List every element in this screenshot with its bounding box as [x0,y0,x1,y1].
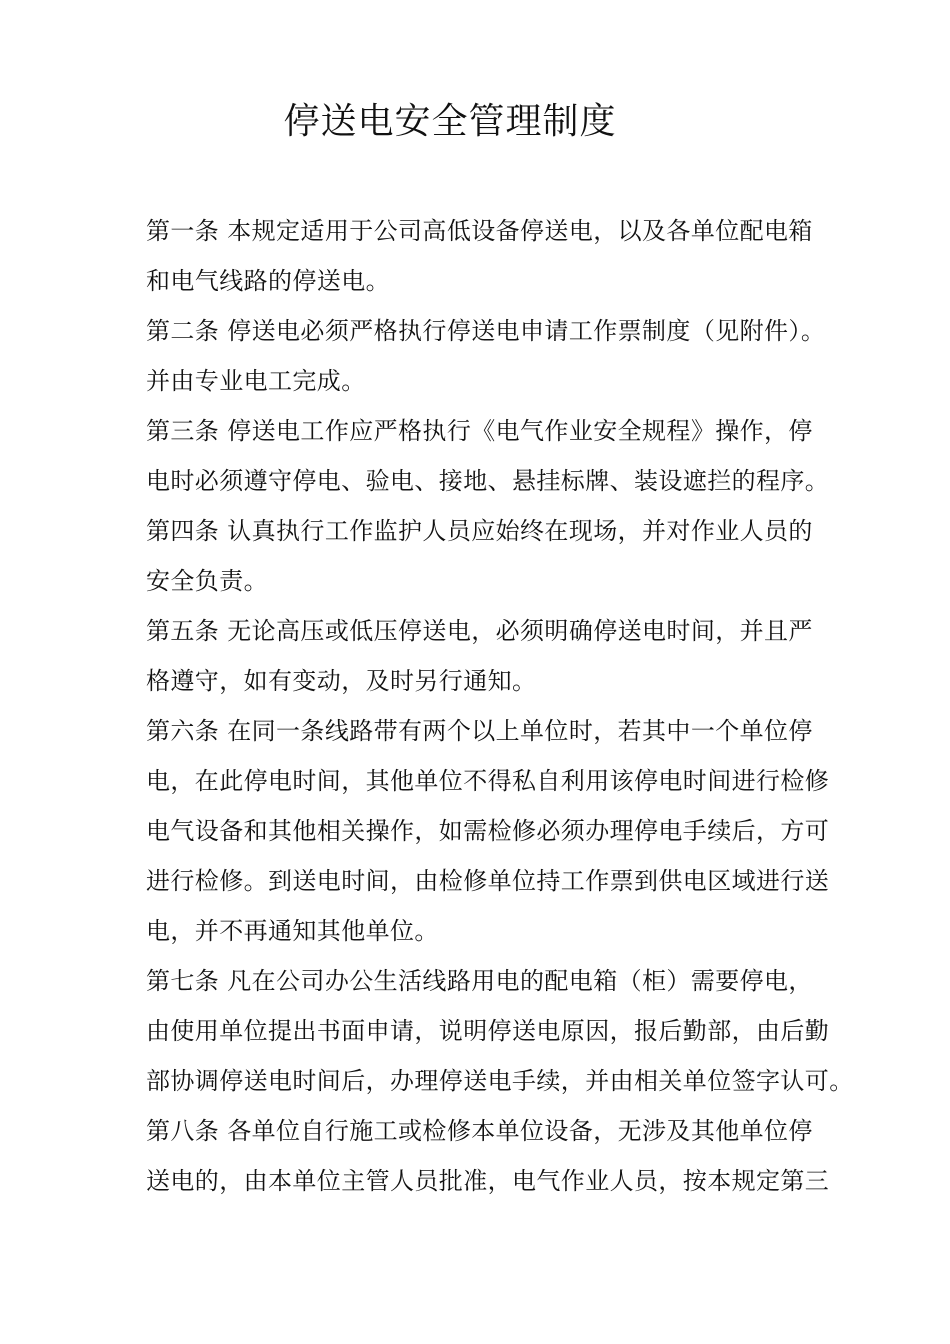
body-line: 电时必须遵守停电、验电、接地、悬挂标牌、装设遮拦的程序。 [146,467,830,495]
body-line: 送电的，由本单位主管人员批准，电气作业人员，按本规定第三 [146,1167,830,1195]
body-line: 并由专业电工完成。 [146,367,366,395]
body-line: 安全负责。 [146,567,268,595]
body-line: 第三条 停送电工作应严格执行《电气作业安全规程》操作，停 [146,417,813,445]
body-line: 第八条 各单位自行施工或检修本单位设备，无涉及其他单位停 [146,1117,813,1145]
body-line: 格遵守，如有变动，及时另行通知。 [146,667,537,695]
body-line: 部协调停送电时间后，办理停送电手续，并由相关单位签字认可。 [146,1067,854,1095]
body-line: 由使用单位提出书面申请，说明停送电原因，报后勤部，由后勤 [146,1017,830,1045]
body-line: 第六条 在同一条线路带有两个以上单位时，若其中一个单位停 [146,717,813,745]
body-line: 电，在此停电时间，其他单位不得私自利用该停电时间进行检修 [146,767,830,795]
document-body [146,206,854,1206]
body-line: 和电气线路的停送电。 [146,267,390,295]
body-line: 第四条 认真执行工作监护人员应始终在现场，并对作业人员的 [146,517,813,545]
body-line: 第七条 凡在公司办公生活线路用电的配电箱（柜）需要停电， [146,967,813,995]
body-line: 电气设备和其他相关操作，如需检修必须办理停电手续后，方可 [146,817,830,845]
body-line: 进行检修。到送电时间，由检修单位持工作票到供电区域进行送 [146,867,830,895]
body-line: 第二条 停送电必须严格执行停送电申请工作票制度（见附件）。 [146,317,826,345]
body-line: 第五条 无论高压或低压停送电，必须明确停送电时间，并且严 [146,617,813,645]
body-line: 电，并不再通知其他单位。 [146,917,439,945]
body-line: 第一条 本规定适用于公司高低设备停送电，以及各单位配电箱 [146,217,813,245]
document-title: 停送电安全管理制度 [283,101,617,142]
